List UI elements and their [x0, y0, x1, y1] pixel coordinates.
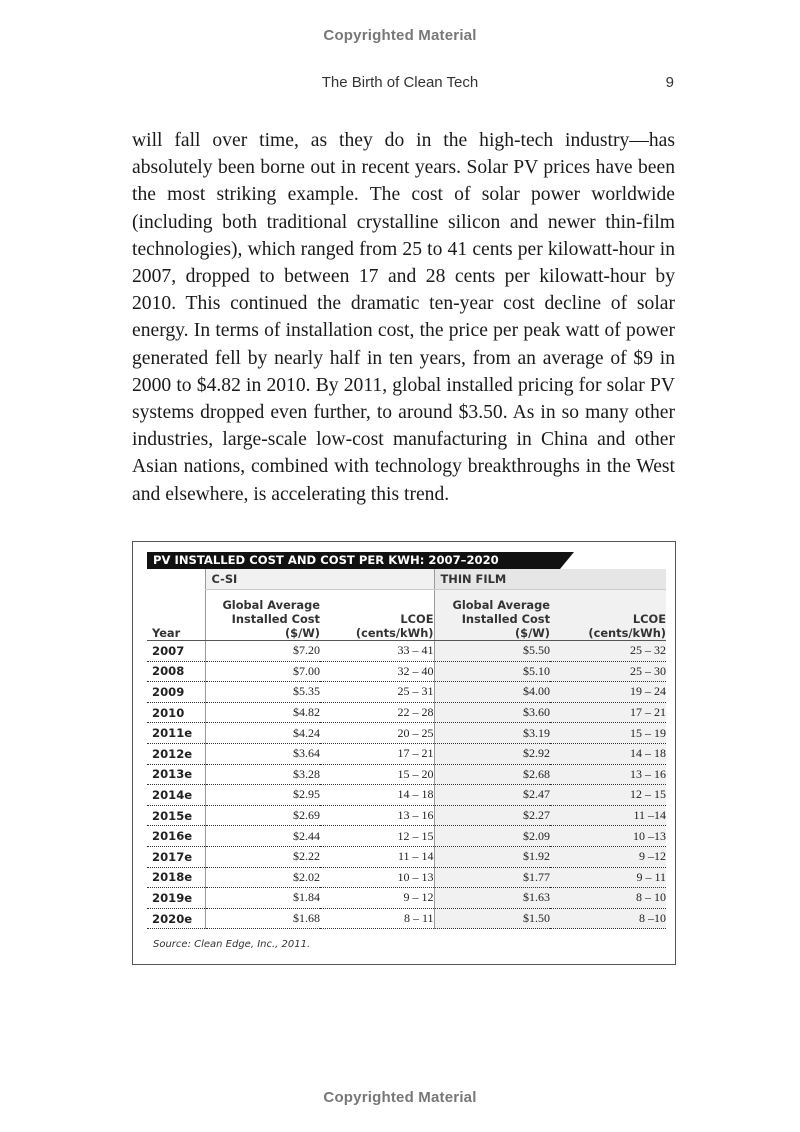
- cell-thin-lcoe: 14 – 18: [550, 743, 666, 764]
- group-header-blank: [147, 569, 205, 590]
- cell-csi-cost: $7.00: [205, 661, 320, 682]
- cell-thin-cost: $3.19: [434, 723, 550, 744]
- table-row: [147, 805, 666, 826]
- body-paragraph: will fall over time, as they do in the high-tech industry—has absolutely been borne out in recent years. Solar PV prices have been the most striking example. The cost of solar power worldwide (including both traditional crystalline silicon and newer thin-film technologies), which ranged from 25 to 41 cents per kilowatt-hour in 2007, dropped to between 17 and 28 cents per kilowatt-hour by 2010. This continued the dramatic ten-year cost decline of solar energy. In terms of installation cost, the price per peak watt of power generated fell by nearly half in ten years, from an average of $9 in 2000 to $4.82 in 2010. By 2011, global installed pricing for solar PV systems dropped even further, to around $3.50. As in so many other industries, large-scale low-cost manufacturing in China and other Asian nations, combined with technology breakthroughs in the West and elsewhere, is accelerating this trend.: [132, 130, 675, 505]
- table-row: [147, 826, 666, 847]
- cell-year: 2015e: [147, 805, 205, 826]
- table-row: [147, 867, 666, 888]
- group-header-thin-film: THIN FILM: [434, 569, 666, 590]
- table-body: [147, 641, 666, 929]
- table-row: [147, 641, 666, 662]
- cell-csi-lcoe: 22 – 28: [320, 702, 434, 723]
- pv-cost-table: [147, 569, 666, 929]
- group-header-csi: C-SI: [205, 569, 434, 590]
- cell-thin-lcoe: 9 – 11: [550, 867, 666, 888]
- header-line: Installed Cost: [231, 612, 320, 626]
- cell-year: 2014e: [147, 785, 205, 806]
- column-header-csi-installed-cost: [205, 590, 320, 641]
- cell-year: 2020e: [147, 908, 205, 929]
- cell-year: 2009: [147, 682, 205, 703]
- watermark-bottom: Copyrighted Material: [323, 1089, 477, 1106]
- cell-thin-lcoe: 19 – 24: [550, 682, 666, 703]
- table-row: [147, 743, 666, 764]
- cell-year: 2017e: [147, 846, 205, 867]
- cell-csi-lcoe: 14 – 18: [320, 785, 434, 806]
- cell-thin-cost: $2.68: [434, 764, 550, 785]
- header-line: ($/W): [514, 626, 551, 640]
- cell-csi-cost: $3.64: [205, 743, 320, 764]
- cell-csi-lcoe: 10 – 13: [320, 867, 434, 888]
- cell-thin-cost: $2.47: [434, 785, 550, 806]
- cell-thin-lcoe: 15 – 19: [550, 723, 666, 744]
- table-row: [147, 764, 666, 785]
- cell-year: 2010: [147, 702, 205, 723]
- header-line: (cents/kWh): [355, 626, 434, 640]
- table-source-note: Source: Clean Edge, Inc., 2011.: [153, 939, 311, 950]
- header-line: Global Average: [222, 598, 320, 612]
- running-head: [0, 74, 800, 94]
- cell-csi-cost: $2.02: [205, 867, 320, 888]
- cell-year: 2013e: [147, 764, 205, 785]
- cell-year: 2011e: [147, 723, 205, 744]
- table-row: [147, 888, 666, 909]
- cell-csi-cost: $2.95: [205, 785, 320, 806]
- table-row: [147, 908, 666, 929]
- column-header-thin-installed-cost: [434, 590, 550, 641]
- cell-csi-lcoe: 12 – 15: [320, 826, 434, 847]
- cell-csi-cost: $7.20: [205, 641, 320, 662]
- watermark-top: Copyrighted Material: [323, 27, 477, 44]
- cell-csi-lcoe: 25 – 31: [320, 682, 434, 703]
- cell-csi-cost: $3.28: [205, 764, 320, 785]
- cell-csi-lcoe: 32 – 40: [320, 661, 434, 682]
- table-row: [147, 682, 666, 703]
- column-header-thin-lcoe: [550, 590, 666, 641]
- cell-csi-cost: $2.69: [205, 805, 320, 826]
- cell-thin-lcoe: 9 –12: [550, 846, 666, 867]
- cell-csi-cost: $2.22: [205, 846, 320, 867]
- cell-year: 2018e: [147, 867, 205, 888]
- cell-year: 2016e: [147, 826, 205, 847]
- cell-csi-lcoe: 33 – 41: [320, 641, 434, 662]
- table-row: [147, 723, 666, 744]
- cell-thin-lcoe: 25 – 30: [550, 661, 666, 682]
- cell-csi-lcoe: 9 – 12: [320, 888, 434, 909]
- cell-csi-lcoe: 15 – 20: [320, 764, 434, 785]
- header-line: Global Average: [452, 598, 551, 612]
- table-row: [147, 846, 666, 867]
- cell-csi-cost: $2.44: [205, 826, 320, 847]
- cell-thin-cost: $1.77: [434, 867, 550, 888]
- cell-thin-lcoe: 10 –13: [550, 826, 666, 847]
- cell-thin-lcoe: 17 – 21: [550, 702, 666, 723]
- cell-thin-cost: $2.09: [434, 826, 550, 847]
- cell-csi-cost: $4.24: [205, 723, 320, 744]
- cell-year: 2019e: [147, 888, 205, 909]
- cell-csi-cost: $4.82: [205, 702, 320, 723]
- cell-thin-cost: $1.63: [434, 888, 550, 909]
- running-head-title: The Birth of Clean Tech: [321, 74, 479, 91]
- page-number: 9: [665, 74, 674, 91]
- header-line: Installed Cost: [461, 612, 551, 626]
- cell-csi-lcoe: 11 – 14: [320, 846, 434, 867]
- cell-thin-cost: $5.50: [434, 641, 550, 662]
- table-title: PV INSTALLED COST AND COST PER KWH: 2007–2020: [147, 552, 560, 569]
- table-row: [147, 661, 666, 682]
- column-header-year: Year: [147, 590, 205, 641]
- cell-thin-lcoe: 8 –10: [550, 908, 666, 929]
- cell-thin-lcoe: 8 – 10: [550, 888, 666, 909]
- cell-thin-cost: $2.27: [434, 805, 550, 826]
- cell-thin-cost: $5.10: [434, 661, 550, 682]
- cell-thin-lcoe: 11 –14: [550, 805, 666, 826]
- pv-cost-table-box: [132, 541, 676, 965]
- cell-thin-lcoe: 12 – 15: [550, 785, 666, 806]
- cell-thin-cost: $2.92: [434, 743, 550, 764]
- cell-csi-lcoe: 8 – 11: [320, 908, 434, 929]
- cell-csi-lcoe: 13 – 16: [320, 805, 434, 826]
- cell-year: 2008: [147, 661, 205, 682]
- cell-thin-lcoe: 13 – 16: [550, 764, 666, 785]
- table-row: [147, 702, 666, 723]
- cell-csi-lcoe: 17 – 21: [320, 743, 434, 764]
- cell-thin-cost: $4.00: [434, 682, 550, 703]
- cell-year: 2007: [147, 641, 205, 662]
- header-line: LCOE: [400, 612, 434, 626]
- table-row: [147, 785, 666, 806]
- cell-csi-cost: $1.84: [205, 888, 320, 909]
- header-line: (cents/kWh): [588, 626, 667, 640]
- cell-thin-cost: $1.92: [434, 846, 550, 867]
- cell-csi-cost: $5.35: [205, 682, 320, 703]
- group-header-row: [147, 569, 666, 590]
- cell-year: 2012e: [147, 743, 205, 764]
- cell-csi-cost: $1.68: [205, 908, 320, 929]
- cell-thin-cost: $1.50: [434, 908, 550, 929]
- column-header-csi-lcoe: [320, 590, 434, 641]
- table-title-tab-edge: [560, 552, 574, 569]
- column-header-row: [147, 590, 666, 641]
- cell-thin-lcoe: 25 – 32: [550, 641, 666, 662]
- cell-csi-lcoe: 20 – 25: [320, 723, 434, 744]
- header-line: ($/W): [284, 626, 320, 640]
- cell-thin-cost: $3.60: [434, 702, 550, 723]
- header-line: LCOE: [632, 612, 667, 626]
